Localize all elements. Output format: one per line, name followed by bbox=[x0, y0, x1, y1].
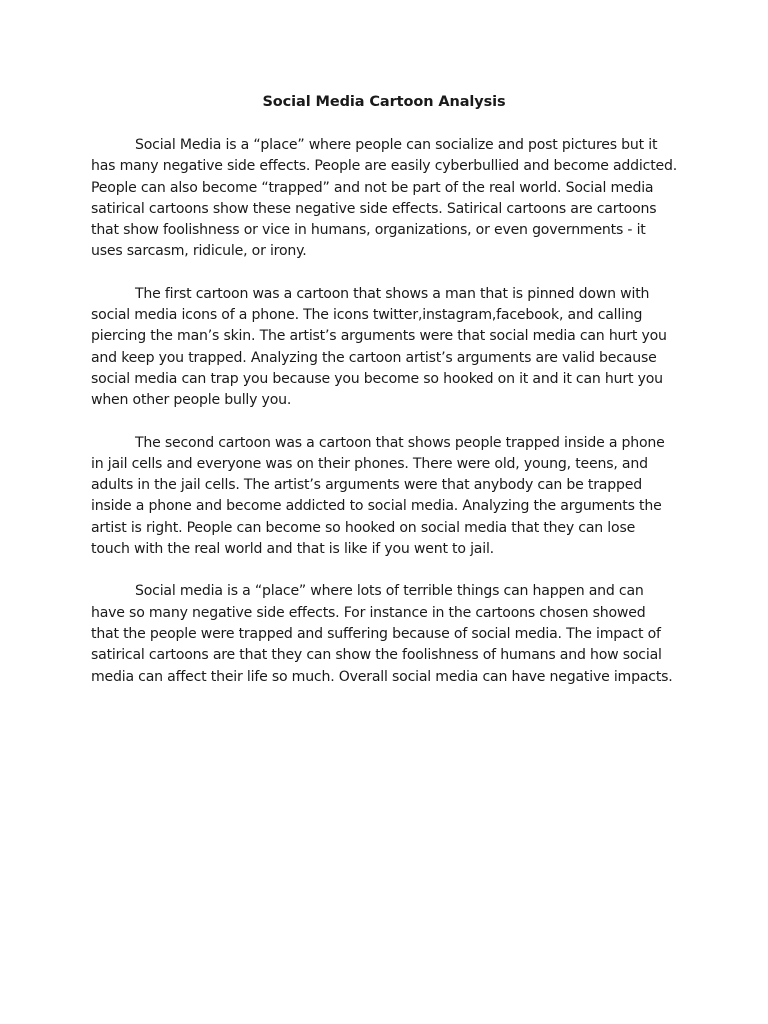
paragraph-line: uses sarcasm, ridicule, or irony. bbox=[91, 243, 307, 260]
paragraph-line: satirical cartoons show these negative side effects. Satirical cartoons are cartoons bbox=[91, 200, 657, 217]
paragraph-line: Social media is a “place” where lots of terrible things can happen and can bbox=[135, 583, 644, 600]
paragraph-2 bbox=[91, 284, 691, 412]
paragraph-line: and keep you trapped. Analyzing the cartoon artist’s arguments are valid because bbox=[91, 349, 657, 366]
paragraph-line: adults in the jail cells. The artist’s arguments were that anybody can be trapped bbox=[91, 477, 642, 494]
paragraph-line: satirical cartoons are that they can show the foolishness of humans and how social bbox=[91, 647, 662, 664]
paragraph-line: artist is right. People can become so hooked on social media that they can lose bbox=[91, 519, 636, 536]
paragraph-line: in jail cells and everyone was on their phones. There were old, young, teens, and bbox=[91, 455, 648, 472]
paragraph-line: social media can trap you because you become so hooked on it and it can hurt you bbox=[91, 370, 663, 387]
paragraph-4 bbox=[91, 581, 691, 687]
paragraph-line: The second cartoon was a cartoon that shows people trapped inside a phone bbox=[135, 434, 665, 451]
paragraph-line: have so many negative side effects. For instance in the cartoons chosen showed bbox=[91, 604, 646, 621]
paragraph-line: when other people bully you. bbox=[91, 392, 292, 409]
document-title: Social Media Cartoon Analysis bbox=[262, 94, 506, 110]
paragraph-line: has many negative side effects. People are easily cyberbullied and become addicted. bbox=[91, 158, 678, 175]
document-body bbox=[91, 135, 691, 709]
paragraph-line: that the people were trapped and suffering because of social media. The impact of bbox=[91, 625, 661, 642]
paragraph-line: People can also become “trapped” and not be part of the real world. Social media bbox=[91, 179, 654, 196]
paragraph-line: inside a phone and become addicted to social media. Analyzing the arguments the bbox=[91, 498, 662, 515]
paragraph-line: piercing the man’s skin. The artist’s arguments were that social media can hurt you bbox=[91, 328, 667, 345]
paragraph-line: media can affect their life so much. Overall social media can have negative impacts. bbox=[91, 668, 673, 685]
paragraph-line: Social Media is a “place” where people can socialize and post pictures but it bbox=[135, 137, 658, 153]
paragraph-3 bbox=[91, 433, 691, 561]
paragraph-line: touch with the real world and that is like if you went to jail. bbox=[91, 541, 494, 558]
paragraph-1 bbox=[91, 135, 691, 263]
paragraph-line: that show foolishness or vice in humans, organizations, or even governments - it bbox=[91, 222, 646, 239]
paragraph-line: social media icons of a phone. The icons twitter,instagram,facebook, and calling bbox=[91, 307, 643, 324]
paragraph-line: The first cartoon was a cartoon that shows a man that is pinned down with bbox=[135, 285, 650, 302]
